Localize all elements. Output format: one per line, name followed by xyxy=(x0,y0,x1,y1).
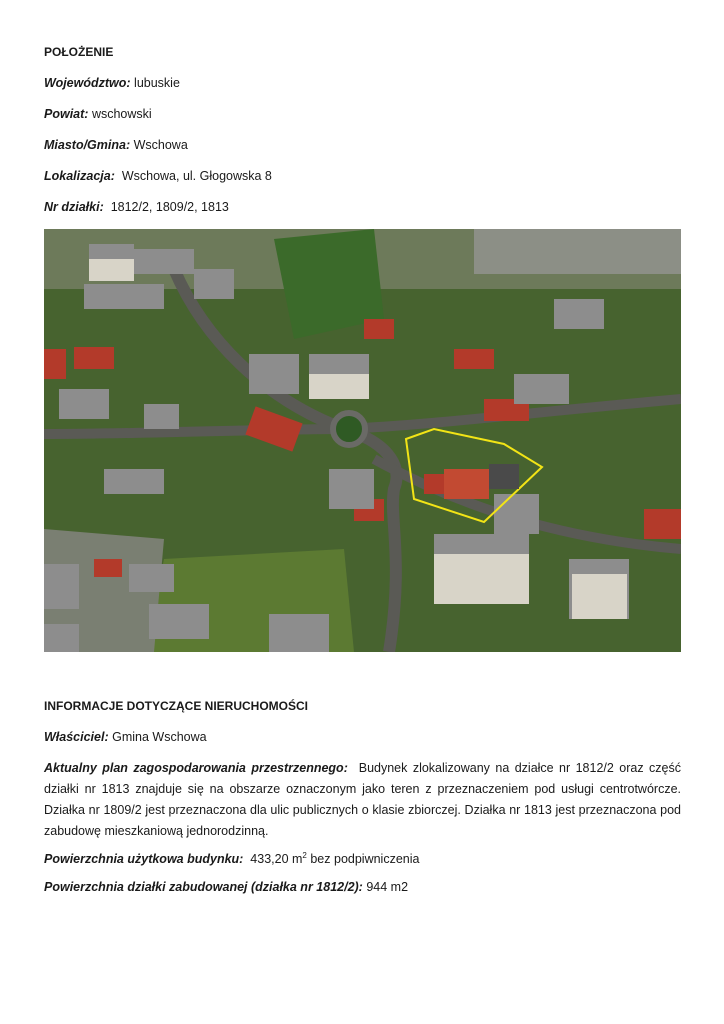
owner-label: Właściciel: xyxy=(44,730,109,744)
plot-area-value: 944 m2 xyxy=(366,880,409,894)
voivodeship-label: Województwo: xyxy=(44,76,131,90)
location-heading: POŁOŻENIE xyxy=(44,45,114,59)
locality-value: Wschowa, ul. Głogowska 8 xyxy=(121,169,272,183)
aerial-photo xyxy=(44,229,681,652)
county-value: wschowski xyxy=(91,107,152,121)
usable-area-suffix: bez podpiwniczenia xyxy=(310,852,420,867)
usable-area-label: Powierzchnia użytkowa budynku: xyxy=(44,852,244,867)
plot-numbers-value: 1812/2, 1809/2, 1813 xyxy=(110,200,229,214)
plot-numbers-row xyxy=(44,199,229,215)
county-row xyxy=(44,106,152,122)
plot-numbers-label: Nr działki: xyxy=(44,200,104,214)
usable-area-sup: 2 xyxy=(302,851,307,860)
zoning-plan-paragraph xyxy=(44,758,681,842)
usable-area-row xyxy=(44,848,419,867)
zoning-plan-label: Aktualny plan zagospodarowania przestrzennego: xyxy=(44,761,348,775)
plot-area-label: Powierzchnia działki zabudowanej (działka nr 1812/2): xyxy=(44,880,363,894)
locality-row xyxy=(44,168,272,184)
owner-row xyxy=(44,729,207,745)
zoning-plan-text: Budynek zlokalizowany na działce nr 1812/2 oraz część działki nr 1813 znajduje się na obszarze oznaczonym jako teren z przeznaczeniem pod usługi centrotwórcze. Działka nr 1809/2 jest przeznaczona dla ulic publicznych o klasie zbiorczej. Działka nr 1813 jest przeznaczona pod zabudowę mieszkaniową jednorodzinną. xyxy=(44,761,681,838)
usable-area-value: 433,20 m xyxy=(250,852,303,867)
city-row xyxy=(44,137,188,153)
owner-value: Gmina Wschowa xyxy=(112,730,207,744)
voivodeship-row xyxy=(44,75,180,91)
county-label: Powiat: xyxy=(44,107,89,121)
voivodeship-value: lubuskie xyxy=(134,76,180,90)
property-heading: INFORMACJE DOTYCZĄCE NIERUCHOMOŚCI xyxy=(44,699,309,713)
locality-label: Lokalizacja: xyxy=(44,169,115,183)
plot-area-row xyxy=(44,879,408,895)
city-label: Miasto/Gmina: xyxy=(44,138,131,152)
city-value: Wschowa xyxy=(133,138,188,152)
